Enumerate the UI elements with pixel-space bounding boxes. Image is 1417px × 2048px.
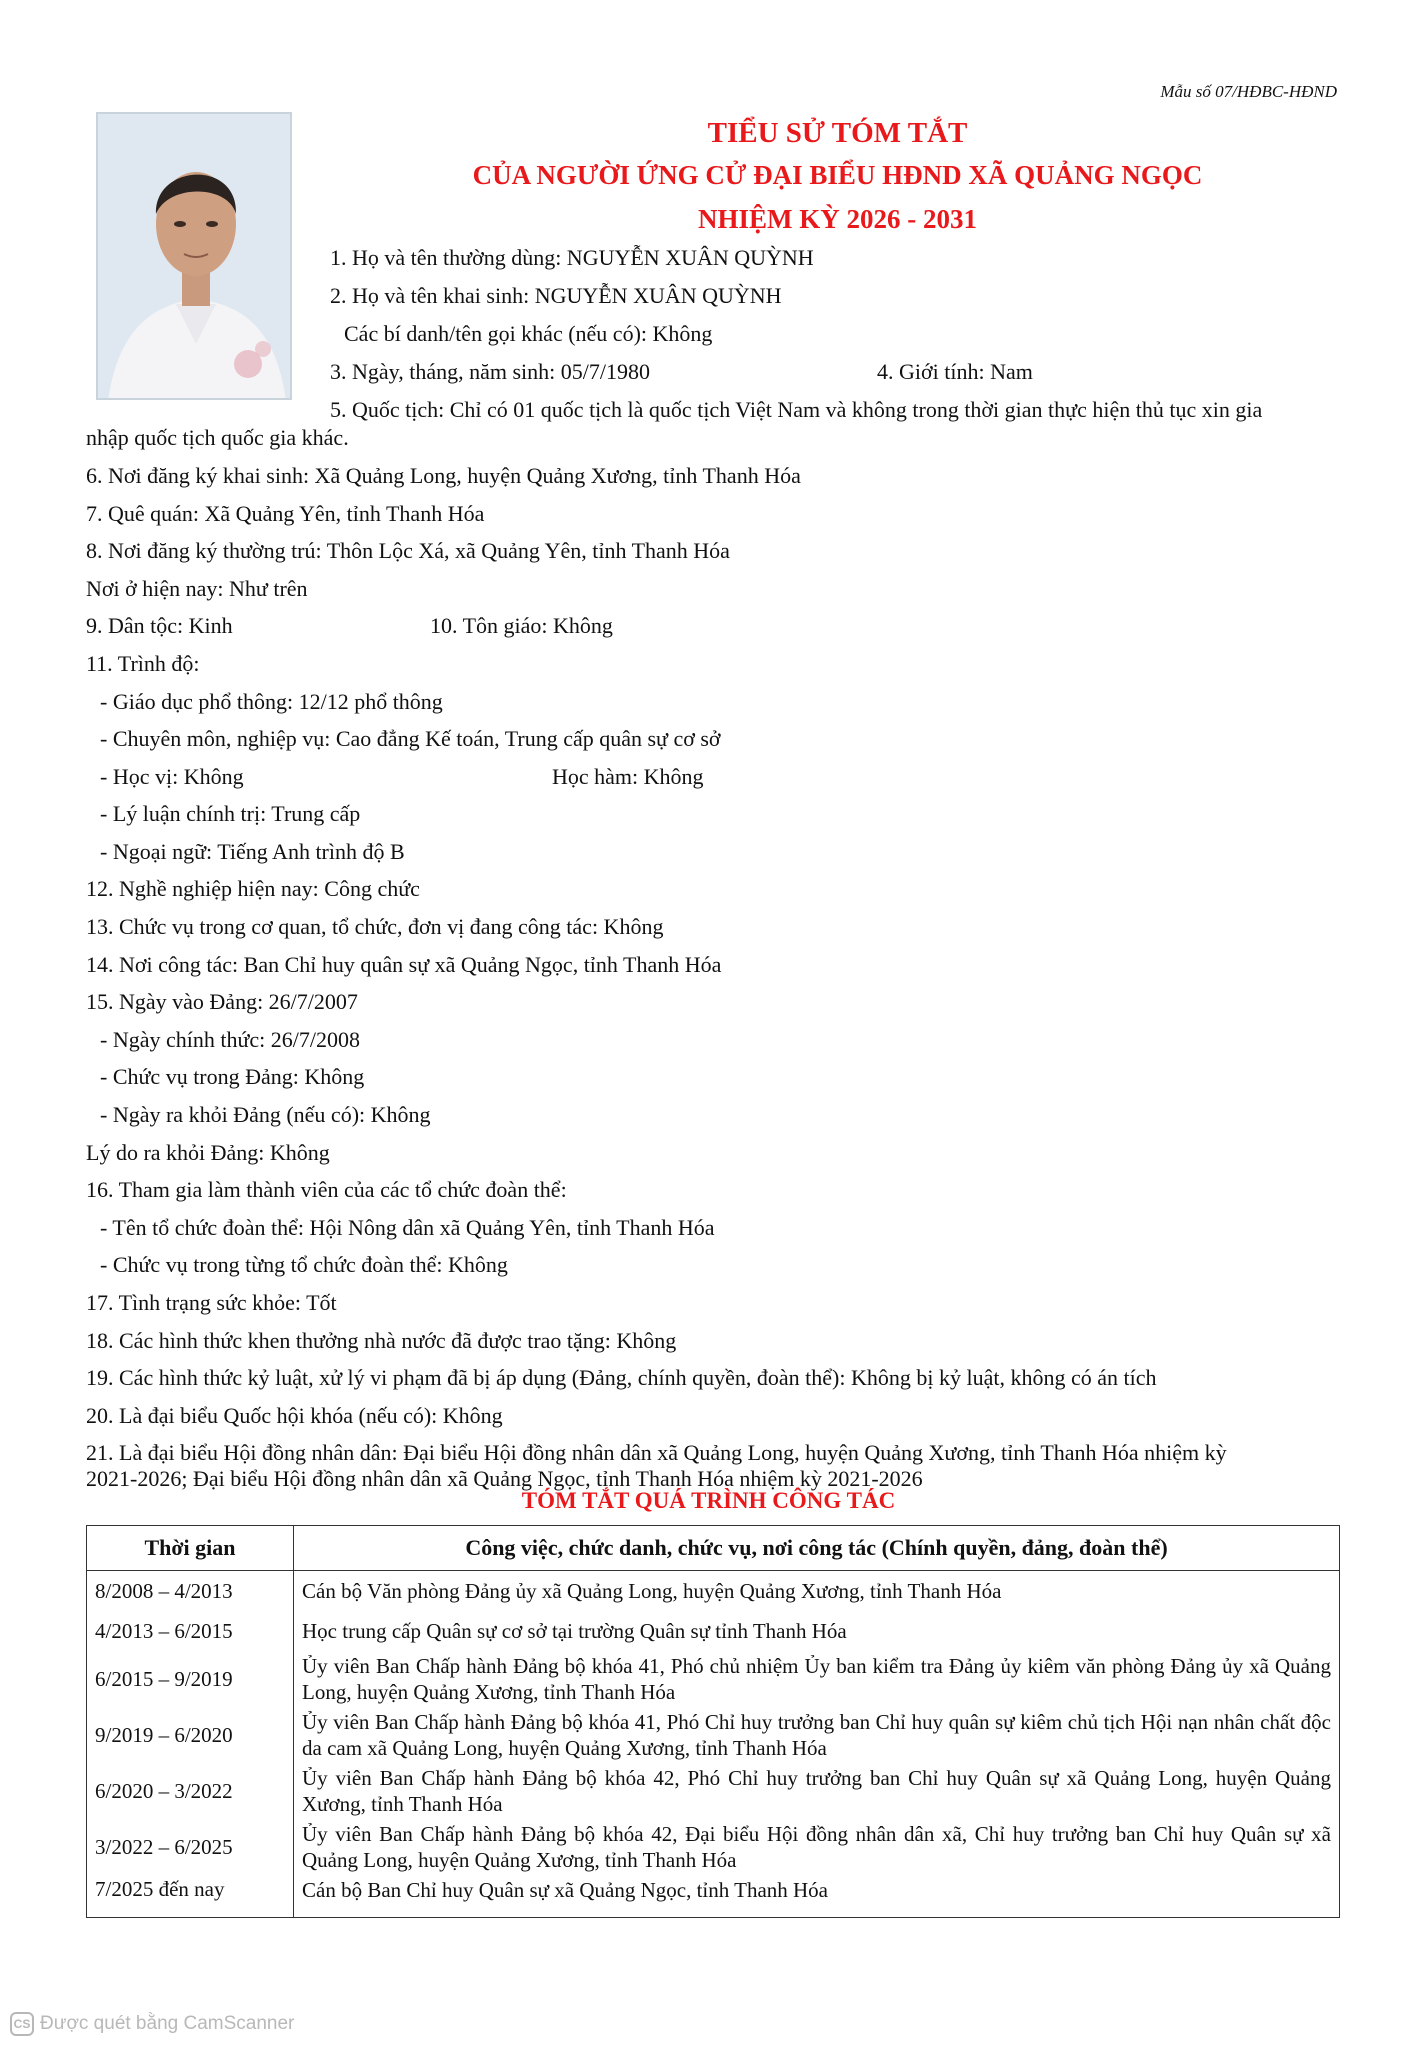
field-national-assembly: 20. Là đại biểu Quốc hội khóa (nếu có): Không [86,1403,503,1428]
work-history-table [86,1525,1340,1918]
table-row [87,1763,1340,1819]
field-ethnicity: 9. Dân tộc: Kinh [86,613,233,638]
column-header-description: Công việc, chức danh, chức vụ, nơi công tác (Chính quyền, đảng, đoàn thể) [294,1526,1340,1571]
field-birth-name: 2. Họ và tên khai sinh: NGUYỄN XUÂN QUỲNH [330,283,782,308]
table-row [87,1651,1340,1707]
field-council-delegate: 21. Là đại biểu Hội đồng nhân dân: Đại biểu Hội đồng nhân dân xã Quảng Long, huyện Quảng Xương, tỉnh Thanh Hóa nhiệm kỳ [86,1440,1227,1465]
field-nationality-cont: nhập quốc tịch quốc gia khác. [86,425,349,450]
portrait-photo [96,112,292,400]
camscanner-logo-icon: CS [10,2012,34,2036]
row-period: 8/2008 – 4/2013 [87,1571,294,1611]
form-code: Mẫu số 07/HĐBC-HĐND [1160,82,1337,101]
row-description: Cán bộ Văn phòng Đảng ủy xã Quảng Long, huyện Quảng Xương, tỉnh Thanh Hóa [294,1571,1340,1611]
field-academic-title: Học hàm: Không [552,764,704,789]
field-discipline: 19. Các hình thức kỷ luật, xử lý vi phạm đã bị áp dụng (Đảng, chính quyền, đoàn thể): Không bị kỷ luật, không có án tích [86,1365,1157,1390]
field-hometown: 7. Quê quán: Xã Quảng Yên, tỉnh Thanh Hóa [86,501,485,526]
field-health: 17. Tình trạng sức khỏe: Tốt [86,1290,337,1315]
table-row [87,1611,1340,1651]
field-organization-position: - Chức vụ trong từng tổ chức đoàn thể: Không [100,1252,508,1277]
row-period: 6/2020 – 3/2022 [87,1763,294,1819]
title-line-2: CỦA NGƯỜI ỨNG CỬ ĐẠI BIỂU HĐND XÃ QUẢNG NGỌC [472,160,1203,190]
row-description: Ủy viên Ban Chấp hành Đảng bộ khóa 42, Đại biểu Hội đồng nhân dân xã, Chỉ huy trưởng ban Chỉ huy Quân sự xã Quảng Long, huyện Quảng Xương, tỉnh Thanh Hóa [294,1819,1340,1875]
table-row [87,1875,1340,1918]
field-nationality: 5. Quốc tịch: Chỉ có 01 quốc tịch là quốc tịch Việt Nam và không trong thời gian thực hiện thủ tục xin gia [330,397,1263,422]
row-period: 9/2019 – 6/2020 [87,1707,294,1763]
row-description: Cán bộ Ban Chỉ huy Quân sự xã Quảng Ngọc, tỉnh Thanh Hóa [294,1875,1340,1918]
field-common-name: 1. Họ và tên thường dùng: NGUYỄN XUÂN QUỲNH [330,245,814,270]
field-general-education: - Giáo dục phổ thông: 12/12 phổ thông [100,689,443,714]
field-awards: 18. Các hình thức khen thưởng nhà nước đã được trao tặng: Không [86,1328,677,1353]
field-alias: Các bí danh/tên gọi khác (nếu có): Không [344,321,713,346]
row-period: 7/2025 đến nay [87,1875,294,1918]
work-history-title: TÓM TẮT QUÁ TRÌNH CÔNG TÁC [521,1488,896,1513]
table-row [87,1819,1340,1875]
table-row [87,1707,1340,1763]
field-political-theory: - Lý luận chính trị: Trung cấp [100,801,361,826]
field-occupation: 12. Nghề nghiệp hiện nay: Công chức [86,876,420,901]
field-current-residence: Nơi ở hiện nay: Như trên [86,576,308,601]
field-position: 13. Chức vụ trong cơ quan, tổ chức, đơn vị đang công tác: Không [86,914,664,939]
row-period: 3/2022 – 6/2025 [87,1819,294,1875]
column-header-time: Thời gian [87,1526,294,1571]
field-birth-date: 3. Ngày, tháng, năm sinh: 05/7/1980 [330,359,650,384]
field-gender: 4. Giới tính: Nam [877,359,1033,384]
field-council-delegate-cont: 2021-2026; Đại biểu Hội đồng nhân dân xã Quảng Ngọc, tỉnh Thanh Hóa nhiệm kỳ 2021-2026 [86,1466,923,1491]
row-description: Ủy viên Ban Chấp hành Đảng bộ khóa 42, Phó Chỉ huy trưởng ban Chỉ huy Quân sự xã Quảng Long, huyện Quảng Xương, tỉnh Thanh Hóa [294,1763,1340,1819]
field-party-join-date: 15. Ngày vào Đảng: 26/7/2007 [86,989,358,1014]
field-organization-name: - Tên tổ chức đoàn thể: Hội Nông dân xã Quảng Yên, tỉnh Thanh Hóa [100,1215,715,1240]
title-line-1: TIỂU SỬ TÓM TẮT [707,117,968,149]
document-title [300,112,1375,242]
field-religion: 10. Tôn giáo: Không [430,613,613,638]
field-party-position: - Chức vụ trong Đảng: Không [100,1064,365,1089]
watermark-text: Được quét bằng CamScanner [40,2013,295,2034]
field-birth-registration: 6. Nơi đăng ký khai sinh: Xã Quảng Long, huyện Quảng Xương, tỉnh Thanh Hóa [86,463,801,488]
field-permanent-residence: 8. Nơi đăng ký thường trú: Thôn Lộc Xá, xã Quảng Yên, tỉnh Thanh Hóa [86,538,730,563]
field-party-leave-reason: Lý do ra khỏi Đảng: Không [86,1140,330,1165]
field-party-leave-date: - Ngày ra khỏi Đảng (nếu có): Không [100,1102,431,1127]
title-line-3: NHIỆM KỲ 2026 - 2031 [698,204,977,234]
row-period: 4/2013 – 6/2015 [87,1611,294,1651]
scanner-watermark [10,2012,294,2036]
field-education-heading: 11. Trình độ: [86,651,200,676]
row-description: Ủy viên Ban Chấp hành Đảng bộ khóa 41, Phó Chỉ huy trưởng ban Chỉ huy quân sự kiêm chủ tịch Hội nạn nhân chất độc da cam xã Quảng Long, huyện Quảng Xương, tỉnh Thanh Hóa [294,1707,1340,1763]
row-period: 6/2015 – 9/2019 [87,1651,294,1707]
table-row [87,1571,1340,1611]
field-party-official-date: - Ngày chính thức: 26/7/2008 [100,1027,360,1052]
field-specialization: - Chuyên môn, nghiệp vụ: Cao đẳng Kế toán, Trung cấp quân sự cơ sở [100,726,721,751]
field-foreign-language: - Ngoại ngữ: Tiếng Anh trình độ B [100,839,405,864]
row-description: Ủy viên Ban Chấp hành Đảng bộ khóa 41, Phó chủ nhiệm Ủy ban kiểm tra Đảng ủy kiêm văn phòng Đảng ủy xã Quảng Long, huyện Quảng Xương, tỉnh Thanh Hóa [294,1651,1340,1707]
field-organizations-heading: 16. Tham gia làm thành viên của các tổ chức đoàn thể: [86,1177,567,1202]
row-description: Học trung cấp Quân sự cơ sở tại trường Quân sự tỉnh Thanh Hóa [294,1611,1340,1651]
field-academic-degree: - Học vị: Không [100,764,244,789]
field-workplace: 14. Nơi công tác: Ban Chỉ huy quân sự xã Quảng Ngọc, tỉnh Thanh Hóa [86,952,722,977]
